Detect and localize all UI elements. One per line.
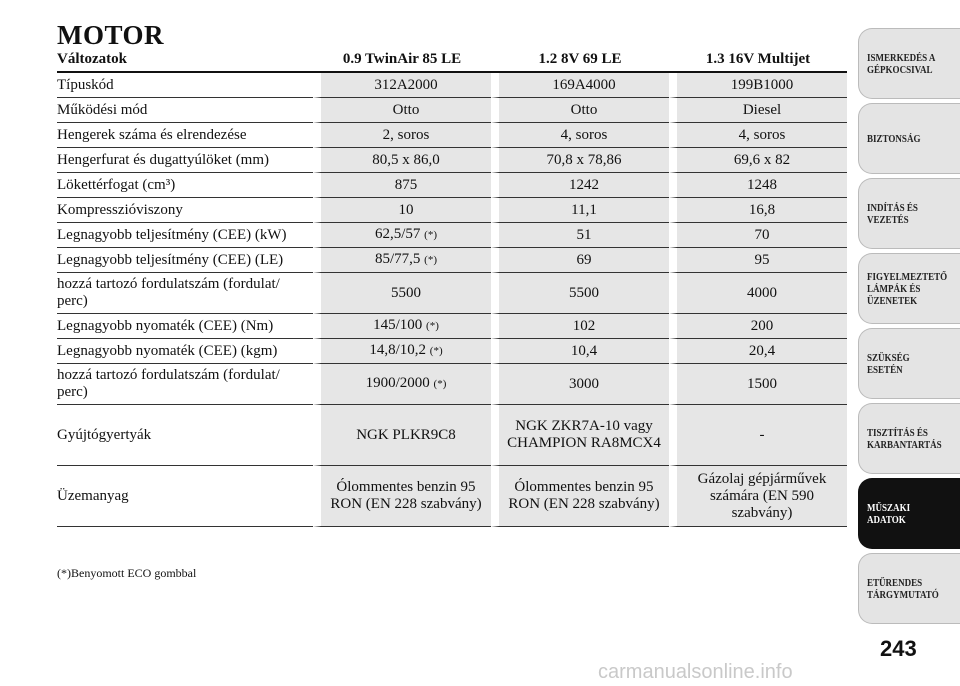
- cell-text: 11,1: [571, 201, 597, 218]
- table-header-row: [57, 48, 847, 73]
- table-row: [57, 98, 847, 123]
- cell-text: 95: [754, 251, 770, 268]
- page-title: MOTOR: [57, 20, 165, 50]
- sidebar-tab-label: MŰSZAKI ADATOK: [867, 501, 911, 526]
- sidebar-tab-label: SZÜKSÉG ESETÉN: [867, 351, 910, 376]
- row-label: Legnagyobb nyomaték (CEE) (Nm): [57, 314, 313, 339]
- row-value: [491, 173, 669, 198]
- table-row: [57, 123, 847, 148]
- engine-spec-table: [57, 48, 847, 527]
- row-value: [669, 364, 847, 405]
- row-value: [313, 248, 491, 273]
- cell-text: 199B1000: [730, 76, 794, 93]
- row-label: Legnagyobb teljesítmény (CEE) (LE): [57, 248, 313, 273]
- row-value: [669, 173, 847, 198]
- row-value: [313, 364, 491, 405]
- row-label: Legnagyobb teljesítmény (CEE) (kW): [57, 223, 313, 248]
- watermark: carmanualsonline.info: [598, 661, 793, 683]
- cell-text: Gázolaj gépjárművek számára (EN 590 szabvány): [697, 470, 827, 521]
- row-value: [491, 339, 669, 364]
- cell-text: Diesel: [742, 101, 782, 118]
- sidebar-tab[interactable]: [858, 403, 960, 474]
- cell-text: 69,6 x 82: [733, 151, 791, 168]
- table-row: [57, 273, 847, 314]
- cell-text: 70: [754, 226, 770, 243]
- row-value: [313, 173, 491, 198]
- row-value: [491, 198, 669, 223]
- cell-text: 169A4000: [552, 76, 616, 93]
- row-label: hozzá tartozó fordulatszám (fordulat/ perc): [57, 273, 313, 314]
- row-value: [669, 98, 847, 123]
- sidebar-tab[interactable]: [858, 553, 960, 624]
- cell-text: Ólommentes benzin 95 RON (EN 228 szabvány): [508, 479, 660, 512]
- table-row: [57, 173, 847, 198]
- sidebar-tab[interactable]: [858, 178, 960, 249]
- cell-text: 3000: [569, 375, 599, 392]
- cell-text: 10: [398, 201, 414, 218]
- row-value: [313, 273, 491, 314]
- cell-text: 5500: [569, 284, 599, 301]
- cell-text: 1900/2000: [365, 375, 430, 391]
- row-value: [491, 223, 669, 248]
- row-value: [313, 148, 491, 173]
- eco-note-marker: (*): [424, 254, 437, 266]
- eco-note-marker: (*): [426, 320, 439, 332]
- table-row: [57, 73, 847, 98]
- row-label: Legnagyobb nyomaték (CEE) (kgm): [57, 339, 313, 364]
- row-label: Kompresszióviszony: [57, 198, 313, 223]
- cell-text: -: [759, 426, 765, 443]
- row-label: Lökettérfogat (cm³): [57, 173, 313, 198]
- sidebar-tab[interactable]: [858, 28, 960, 99]
- cell-text: 4, soros: [560, 126, 608, 143]
- cell-text: NGK PLKR9C8: [356, 426, 456, 443]
- row-value: [313, 223, 491, 248]
- cell-text: 70,8 x 78,86: [546, 151, 622, 168]
- row-value: [669, 405, 847, 466]
- cell-text: 145/100: [373, 317, 423, 333]
- cell-text: 20,4: [748, 342, 776, 359]
- row-value: [313, 405, 491, 466]
- row-value: [313, 314, 491, 339]
- cell-text: 62,5/57: [375, 226, 421, 242]
- cell-text: 10,4: [570, 342, 598, 359]
- table-row: [57, 198, 847, 223]
- cell-text: NGK ZKR7A-10 vagy CHAMPION RA8MCX4: [507, 418, 661, 451]
- row-value: [669, 339, 847, 364]
- row-value: [491, 405, 669, 466]
- row-value: [491, 248, 669, 273]
- cell-text: 2, soros: [382, 126, 430, 143]
- cell-text: 85/77,5: [375, 251, 421, 267]
- row-value: [669, 273, 847, 314]
- row-value: [313, 198, 491, 223]
- cell-text: Ólommentes benzin 95 RON (EN 228 szabvány): [330, 479, 482, 512]
- chapter-sidebar: [858, 28, 960, 628]
- cell-text: 1242: [569, 176, 599, 193]
- table-row: [57, 364, 847, 405]
- row-value: [491, 148, 669, 173]
- row-value: [313, 339, 491, 364]
- row-label: Típuskód: [57, 73, 313, 98]
- cell-text: 5500: [391, 284, 421, 301]
- cell-text: 80,5 x 86,0: [372, 151, 440, 168]
- cell-text: 1500: [747, 375, 777, 392]
- sidebar-tab-label: FIGYELMEZTETŐ LÁMPÁK ÉS ÜZENETEK: [867, 270, 948, 307]
- row-value: [313, 123, 491, 148]
- row-value: [669, 466, 847, 527]
- cell-text: Otto: [570, 101, 598, 118]
- row-value: [669, 314, 847, 339]
- row-value: [669, 223, 847, 248]
- row-label: Hengerfurat és dugattyúlöket (mm): [57, 148, 313, 173]
- sidebar-tab-label: INDÍTÁS ÉS VEZETÉS: [867, 201, 918, 226]
- column-header: 1.3 16V Multijet: [669, 48, 847, 73]
- cell-text: 16,8: [748, 201, 776, 218]
- cell-text: 102: [572, 317, 596, 334]
- table-row: [57, 314, 847, 339]
- row-value: [491, 98, 669, 123]
- sidebar-tab-label: ETŰRENDES TÁRGYMUTATÓ: [867, 576, 939, 601]
- row-label: Működési mód: [57, 98, 313, 123]
- table-row: [57, 405, 847, 466]
- column-header: 1.2 8V 69 LE: [491, 48, 669, 73]
- sidebar-tab[interactable]: [858, 253, 960, 324]
- cell-text: 4000: [747, 284, 777, 301]
- row-value: [491, 314, 669, 339]
- row-value: [491, 466, 669, 527]
- row-label: Hengerek száma és elrendezése: [57, 123, 313, 148]
- row-value: [669, 73, 847, 98]
- row-value: [669, 148, 847, 173]
- eco-note-marker: (*): [433, 378, 447, 390]
- row-label: hozzá tartozó fordulatszám (fordulat/ perc): [57, 364, 313, 405]
- cell-text: 14,8/10,2: [369, 342, 427, 358]
- footnote: (*)Benyomott ECO gombbal: [57, 566, 197, 580]
- row-label: Gyújtógyertyák: [57, 405, 313, 466]
- eco-note-marker: (*): [429, 345, 443, 357]
- row-value: [491, 364, 669, 405]
- row-value: [313, 73, 491, 98]
- cell-text: 51: [576, 226, 592, 243]
- row-value: [491, 73, 669, 98]
- row-value: [669, 198, 847, 223]
- cell-text: Otto: [392, 101, 420, 118]
- cell-text: 69: [576, 251, 592, 268]
- eco-note-marker: (*): [424, 229, 437, 241]
- sidebar-tab-label: ISMERKEDÉS A GÉPKOCSIVAL: [867, 51, 936, 76]
- table-row: [57, 148, 847, 173]
- row-label: Üzemanyag: [57, 466, 313, 527]
- row-value: [491, 273, 669, 314]
- table-row: [57, 223, 847, 248]
- cell-text: 312A2000: [374, 76, 438, 93]
- row-value: [669, 248, 847, 273]
- row-value: [313, 466, 491, 527]
- cell-text: 875: [394, 176, 418, 193]
- row-value: [313, 98, 491, 123]
- sidebar-tab-label: BIZTONSÁG: [867, 132, 921, 145]
- row-value: [669, 123, 847, 148]
- cell-text: 200: [750, 317, 774, 334]
- sidebar-tab[interactable]: [858, 328, 960, 399]
- table-row: [57, 339, 847, 364]
- sidebar-tab[interactable]: [858, 103, 960, 174]
- table-row: [57, 466, 847, 527]
- table-row: [57, 248, 847, 273]
- column-header: 0.9 TwinAir 85 LE: [313, 48, 491, 73]
- sidebar-tab-label: TISZTÍTÁS ÉS KARBANTARTÁS: [867, 426, 942, 451]
- page-number: 243: [880, 636, 917, 661]
- column-header: Változatok: [57, 48, 313, 73]
- cell-text: 1248: [747, 176, 777, 193]
- cell-text: 4, soros: [738, 126, 786, 143]
- sidebar-tab[interactable]: [858, 478, 960, 549]
- row-value: [491, 123, 669, 148]
